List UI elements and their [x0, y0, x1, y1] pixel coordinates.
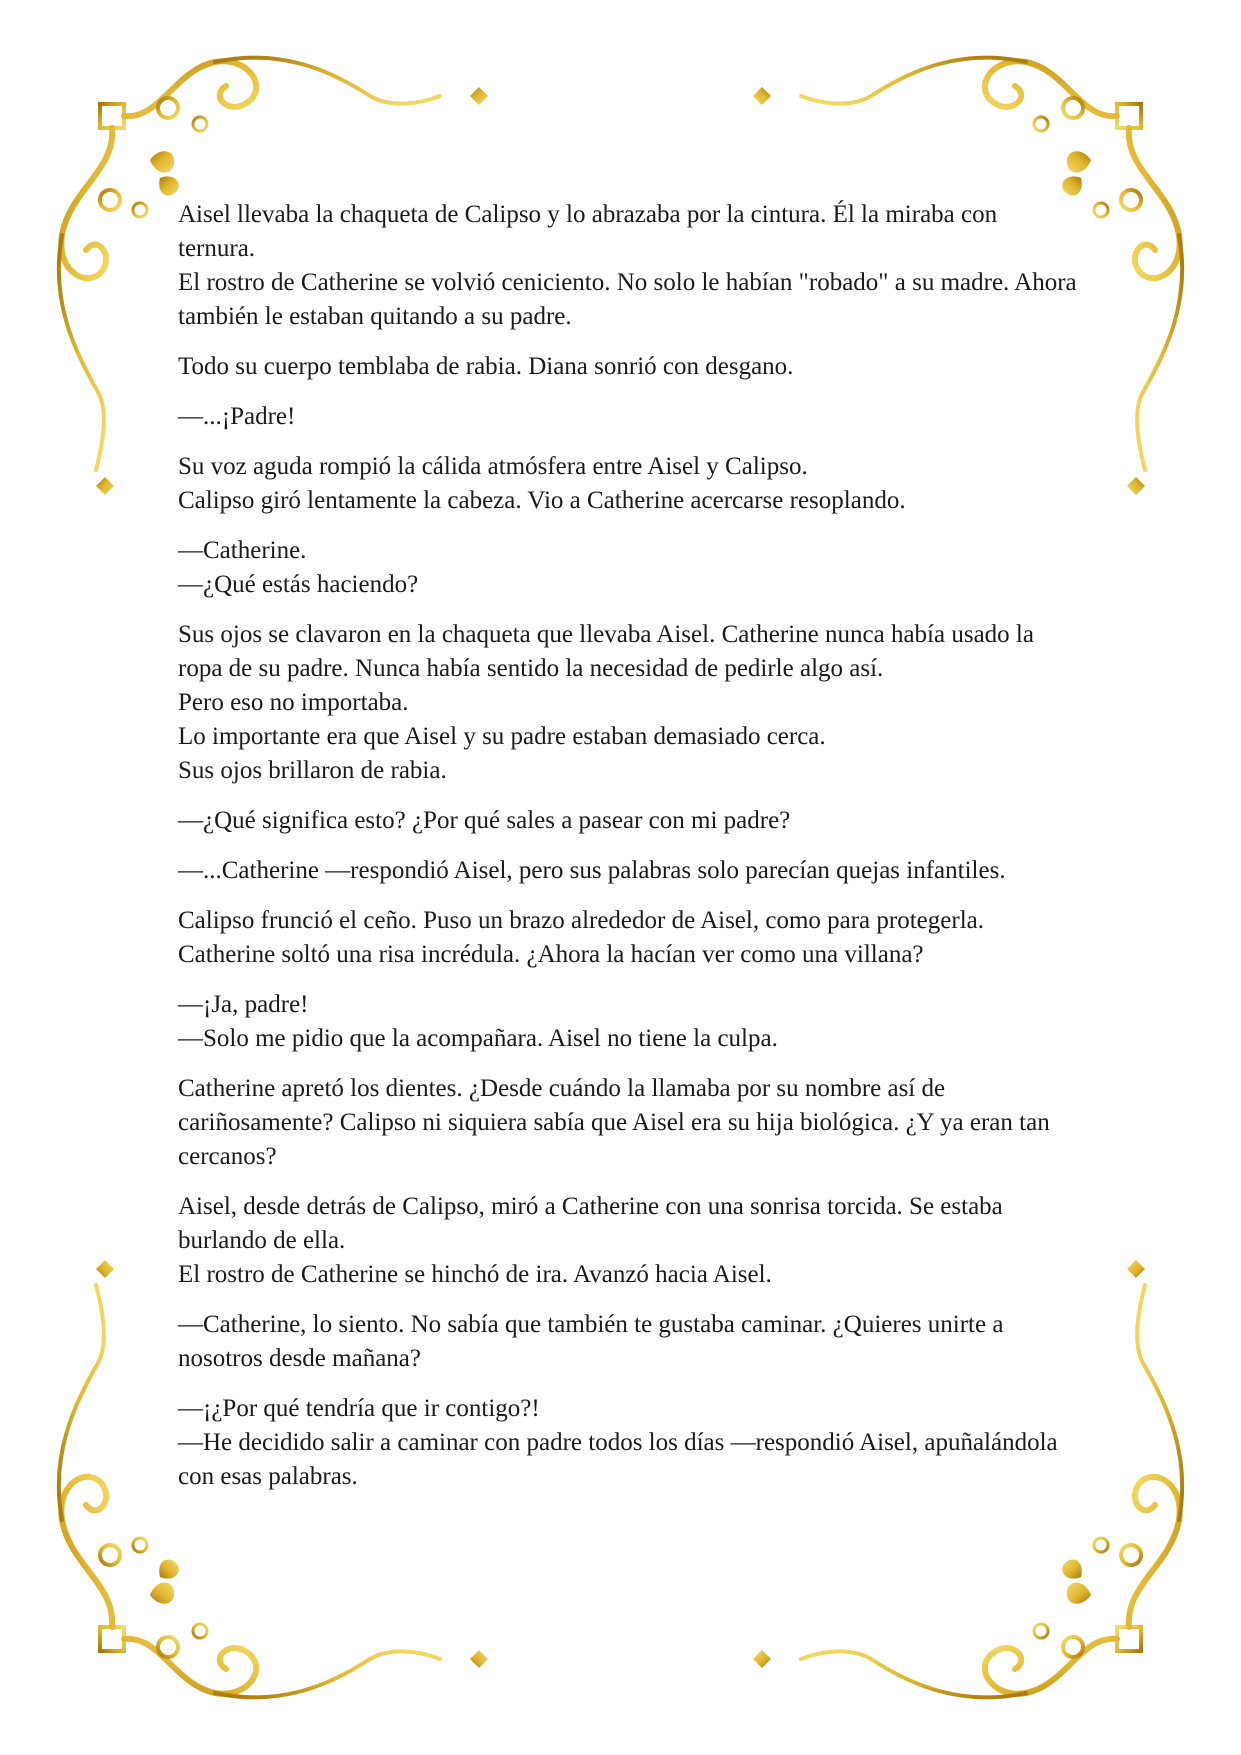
text-line: —¿Qué significa esto? ¿Por qué sales a pasear con mi padre? — [178, 807, 791, 834]
paragraph — [178, 1072, 1078, 1174]
paragraph — [178, 534, 1078, 602]
paragraph — [178, 804, 1078, 838]
text-line: —Catherine. — [178, 537, 307, 564]
paragraph — [178, 198, 1078, 334]
paragraph — [178, 1190, 1078, 1292]
text-line: El rostro de Catherine se hinchó de ira. Avanzó hacia Aisel. — [178, 1261, 772, 1288]
text-line: Sus ojos se clavaron en la chaqueta que llevaba Aisel. Catherine nunca había usado la ropa de su padre. Nunca había sentido la necesidad de pedirle algo así. — [178, 621, 1034, 682]
paragraph — [178, 904, 1078, 972]
paragraph — [178, 854, 1078, 888]
text-line: Catherine apretó los dientes. ¿Desde cuándo la llamaba por su nombre así de cariñosamente? Calipso ni siquiera sabía que Aisel era su hija biológica. ¿Y ya eran tan cercanos? — [178, 1075, 1050, 1170]
story-text — [178, 198, 1078, 1510]
text-line: Catherine soltó una risa incrédula. ¿Ahora la hacían ver como una villana? — [178, 941, 924, 968]
text-line: Todo su cuerpo temblaba de rabia. Diana sonrió con desgano. — [178, 353, 794, 380]
paragraph — [178, 1392, 1078, 1494]
text-line: —¡Ja, padre! — [178, 991, 309, 1018]
paragraph — [178, 618, 1078, 788]
text-line: Calipso frunció el ceño. Puso un brazo alrededor de Aisel, como para protegerla. — [178, 907, 984, 934]
text-line: —¡¿Por qué tendría que ir contigo?! — [178, 1395, 540, 1422]
text-line: Aisel, desde detrás de Calipso, miró a Catherine con una sonrisa torcida. Se estaba burlando de ella. — [178, 1193, 1003, 1254]
text-line: Sus ojos brillaron de rabia. — [178, 757, 447, 784]
text-line: —Catherine, lo siento. No sabía que también te gustaba caminar. ¿Quieres unirte a nosotros desde mañana? — [178, 1311, 1004, 1372]
text-line: —¿Qué estás haciendo? — [178, 571, 419, 598]
text-line: —...¡Padre! — [178, 403, 296, 430]
paragraph — [178, 350, 1078, 384]
text-line: Su voz aguda rompió la cálida atmósfera entre Aisel y Calipso. — [178, 453, 808, 480]
text-line: —...Catherine —respondió Aisel, pero sus palabras solo parecían quejas infantiles. — [178, 857, 1006, 884]
text-line: El rostro de Catherine se volvió ceniciento. No solo le habían "robado" a su madre. Ahora también le estaban quitando a su padre. — [178, 269, 1077, 330]
text-line: Aisel llevaba la chaqueta de Calipso y lo abrazaba por la cintura. Él la miraba con ternura. — [178, 201, 998, 262]
text-line: Pero eso no importaba. — [178, 689, 409, 716]
paragraph — [178, 450, 1078, 518]
paragraph — [178, 1308, 1078, 1376]
text-line: Lo importante era que Aisel y su padre estaban demasiado cerca. — [178, 723, 826, 750]
text-line: —Solo me pidio que la acompañara. Aisel no tiene la culpa. — [178, 1025, 778, 1052]
paragraph — [178, 400, 1078, 434]
text-line: Calipso giró lentamente la cabeza. Vio a Catherine acercarse resoplando. — [178, 487, 906, 514]
paragraph — [178, 988, 1078, 1056]
text-line: —He decidido salir a caminar con padre todos los días —respondió Aisel, apuñalándola con esas palabras. — [178, 1429, 1058, 1490]
